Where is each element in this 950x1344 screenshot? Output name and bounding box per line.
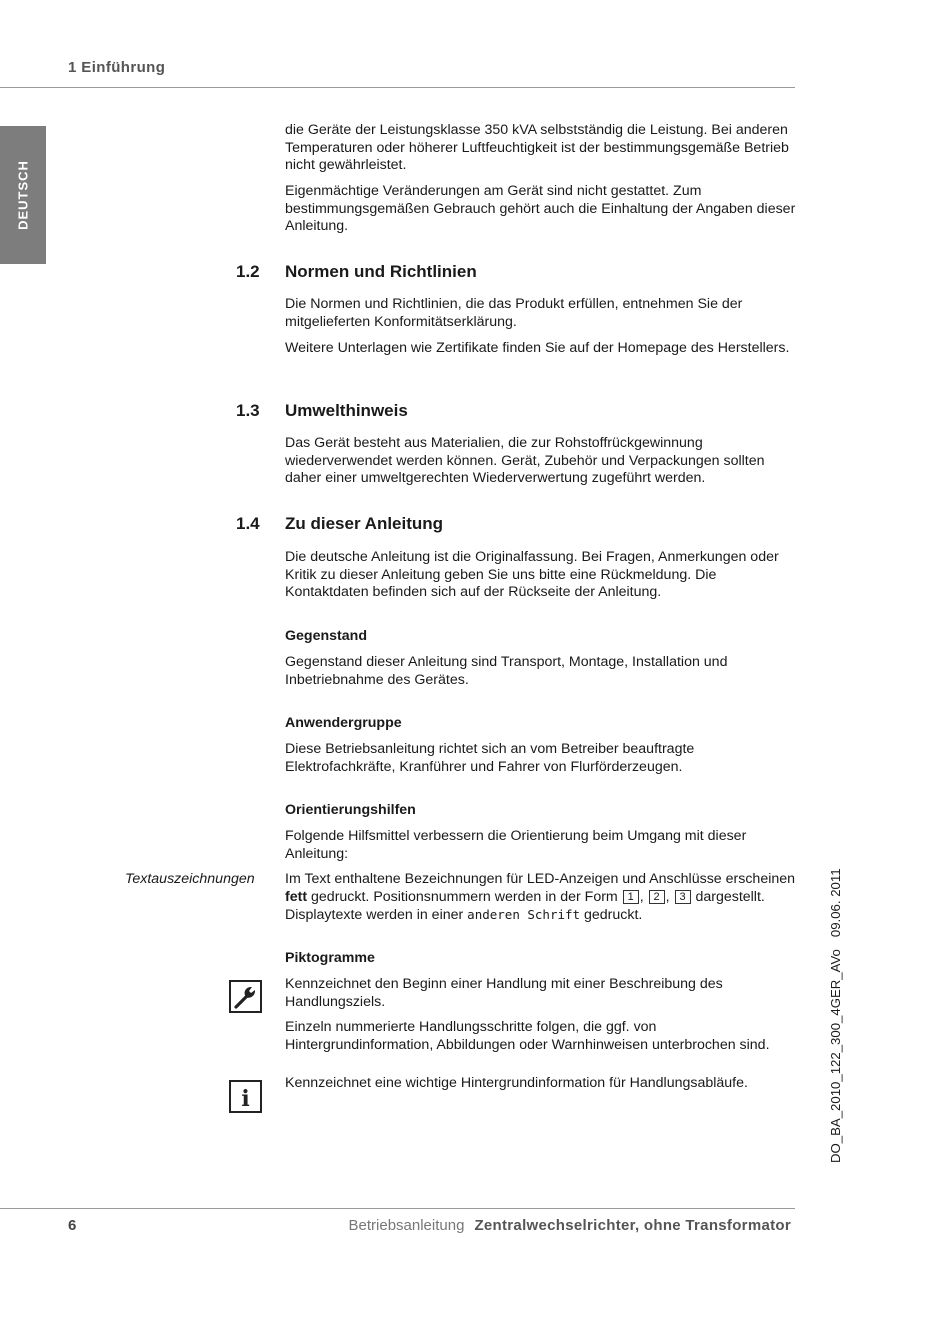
info-description: Kennzeichnet eine wichtige Hintergrundinformation für Handlungsabläufe.	[285, 1075, 748, 1091]
section-1-4-title: Zu dieser Anleitung	[285, 514, 444, 533]
display-font-example: anderen Schrift	[467, 907, 581, 923]
header-divider	[0, 87, 795, 88]
document-code: DO_BA_2010_122_300_4GER_AVo09.06. 2011	[828, 868, 843, 1163]
language-tab	[0, 126, 46, 264]
document-date: 09.06. 2011	[828, 868, 843, 938]
section-1-2-paragraph-2: Weitere Unterlagen wie Zertifikate finden Sie auf der Homepage des Herstellers.	[285, 340, 790, 356]
wrench-description: Kennzeichnet den Beginn einer Handlung mit einer Beschreibung des Handlungsziels.	[285, 976, 723, 1010]
section-1-3-paragraph-1: Das Gerät besteht aus Materialien, die zur Rohstoffrückgewinnung wiederverwendet werden können. Gerät, Zubehör und Verpackungen sollten daher einer umweltgerechten Wiederverwertung zugeführt werden.	[285, 435, 765, 487]
piktogramme-heading: Piktogramme	[285, 950, 375, 966]
intro-paragraph-1: die Geräte der Leistungsklasse 350 kVA selbstständig die Leistung. Bei anderen Temperaturen oder höherer Luftfeuchtigkeit ist der bestimmungsgemäße Betrieb nicht gewährleistet.	[285, 122, 789, 174]
position-number-3: 3	[675, 890, 691, 904]
section-1-2-number: 1.2	[236, 262, 260, 281]
orientierung-heading: Orientierungshilfen	[285, 802, 416, 818]
chapter-header: 1 Einführung	[68, 59, 166, 76]
section-1-3-number: 1.3	[236, 401, 260, 420]
footer-title	[349, 1217, 791, 1234]
footer-divider	[0, 1208, 795, 1209]
page-number: 6	[68, 1217, 77, 1234]
gegenstand-heading: Gegenstand	[285, 628, 367, 644]
section-1-2-title: Normen und Richtlinien	[285, 262, 477, 281]
wrench-icon	[229, 980, 262, 1013]
bold-example: fett	[285, 888, 308, 905]
textauszeichnungen-text: Im Text enthaltene Bezeichnungen für LED-Anzeigen und Anschlüsse erscheinen fett gedruckt. Positionsnummern werden in der Form 1 , 2 , 3 dargestellt. Displaytexte werden in einer anderen Schrift gedruckt.	[285, 871, 796, 924]
orientierung-text: Folgende Hilfsmittel verbessern die Orientierung beim Umgang mit dieser Anleitung:	[285, 828, 747, 862]
section-1-3-title: Umwelthinweis	[285, 401, 408, 420]
info-icon-glyph: i	[241, 1086, 250, 1111]
section-1-2-paragraph-1: Die Normen und Richtlinien, die das Produkt erfüllen, entnehmen Sie der mitgelieferten Konformitätserklärung.	[285, 296, 743, 330]
steps-description: Einzeln nummerierte Handlungsschritte folgen, die ggf. von Hintergrundinformation, Abbildungen oder Warnhinweisen unterbrochen sind.	[285, 1019, 770, 1053]
section-1-4-number: 1.4	[236, 514, 260, 533]
footer-doc-type: Betriebsanleitung	[348, 1217, 465, 1234]
info-icon	[229, 1080, 262, 1113]
anwendergruppe-heading: Anwendergruppe	[285, 715, 402, 731]
anwendergruppe-text: Diese Betriebsanleitung richtet sich an vom Betreiber beauftragte Elektrofachkräfte, Kranführer und Fahrer von Flurförderzeugen.	[285, 741, 695, 775]
position-number-1: 1	[623, 890, 639, 904]
footer-product: Zentralwechselrichter, ohne Transformator	[474, 1217, 791, 1234]
intro-paragraph-2: Eigenmächtige Veränderungen am Gerät sind nicht gestattet. Zum bestimmungsgemäßen Gebrauch gehört auch die Einhaltung der Angaben dieser Anleitung.	[285, 183, 796, 235]
gegenstand-text: Gegenstand dieser Anleitung sind Transport, Montage, Installation und Inbetriebnahme des Gerätes.	[285, 654, 728, 688]
textauszeichnungen-label: Textauszeichnungen	[125, 871, 255, 887]
position-number-2: 2	[649, 890, 665, 904]
section-1-4-paragraph-1: Die deutsche Anleitung ist die Originalfassung. Bei Fragen, Anmerkungen oder Kritik zu dieser Anleitung geben Sie uns bitte eine Rückmeldung. Die Kontaktdaten befinden sich auf der Rückseite der Anleitung.	[285, 549, 779, 601]
language-tab-label: DEUTSCH	[15, 160, 31, 230]
